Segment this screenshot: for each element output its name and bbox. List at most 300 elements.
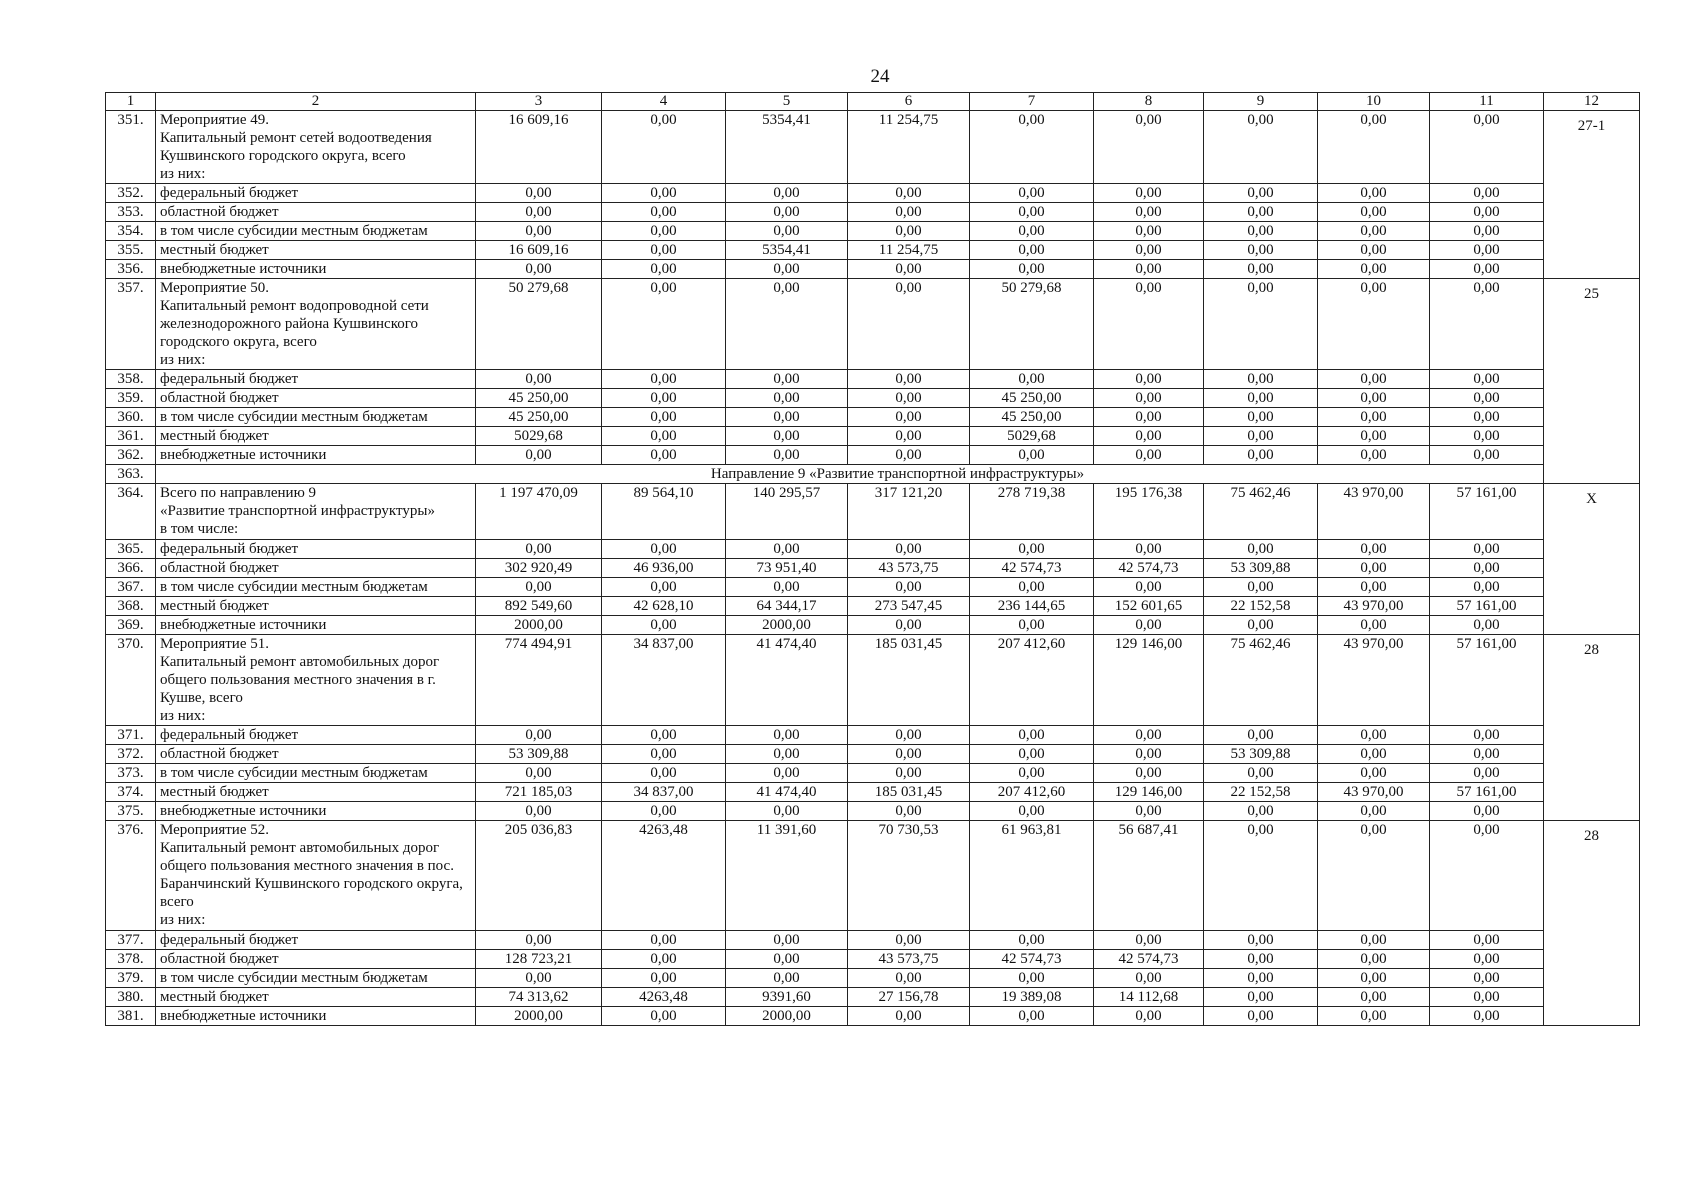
value-cell: 0,00 bbox=[970, 222, 1094, 241]
value-cell: 892 549,60 bbox=[476, 597, 602, 616]
value-cell: 302 920,49 bbox=[476, 559, 602, 578]
value-cell: 0,00 bbox=[1430, 427, 1544, 446]
column-header: 12 bbox=[1544, 93, 1640, 111]
value-cell: 9391,60 bbox=[726, 988, 848, 1007]
column-header: 1 bbox=[106, 93, 156, 111]
value-cell: 0,00 bbox=[602, 950, 726, 969]
value-cell: 0,00 bbox=[1094, 279, 1204, 370]
budget-source-name: в том числе субсидии местным бюджетам bbox=[156, 969, 476, 988]
value-cell: 273 547,45 bbox=[848, 597, 970, 616]
value-cell: 0,00 bbox=[476, 260, 602, 279]
value-cell: 0,00 bbox=[848, 616, 970, 635]
budget-table bbox=[105, 92, 1640, 1026]
value-cell: 43 573,75 bbox=[848, 559, 970, 578]
value-cell: 0,00 bbox=[476, 969, 602, 988]
value-cell: 0,00 bbox=[1318, 446, 1430, 465]
value-cell: 45 250,00 bbox=[970, 408, 1094, 427]
value-cell: 0,00 bbox=[970, 111, 1094, 184]
table-row bbox=[106, 1007, 1640, 1026]
value-cell: 0,00 bbox=[602, 616, 726, 635]
value-cell: 0,00 bbox=[1204, 446, 1318, 465]
value-cell: 0,00 bbox=[726, 446, 848, 465]
value-cell: 2000,00 bbox=[726, 1007, 848, 1026]
value-cell: 0,00 bbox=[602, 260, 726, 279]
row-number: 362. bbox=[106, 446, 156, 465]
row-number: 358. bbox=[106, 370, 156, 389]
value-cell: 0,00 bbox=[1430, 241, 1544, 260]
value-cell: 0,00 bbox=[848, 370, 970, 389]
value-cell: 0,00 bbox=[848, 260, 970, 279]
value-cell: 129 146,00 bbox=[1094, 783, 1204, 802]
budget-source-name: местный бюджет bbox=[156, 597, 476, 616]
value-cell: 0,00 bbox=[1430, 389, 1544, 408]
row-number: 363. bbox=[106, 465, 156, 484]
value-cell: 2000,00 bbox=[476, 616, 602, 635]
value-cell: 0,00 bbox=[726, 764, 848, 783]
table-row bbox=[106, 446, 1640, 465]
value-cell: 0,00 bbox=[1430, 616, 1544, 635]
value-cell: 0,00 bbox=[848, 203, 970, 222]
direction-title: Направление 9 «Развитие транспортной инфраструктуры» bbox=[156, 465, 1640, 484]
value-cell: 0,00 bbox=[848, 427, 970, 446]
target-code: 25 bbox=[1544, 279, 1640, 484]
value-cell: 236 144,65 bbox=[970, 597, 1094, 616]
table-row bbox=[106, 597, 1640, 616]
value-cell: 0,00 bbox=[726, 745, 848, 764]
value-cell: 22 152,58 bbox=[1204, 597, 1318, 616]
target-code: X bbox=[1544, 484, 1640, 635]
value-cell: 42 574,73 bbox=[1094, 950, 1204, 969]
value-cell: 0,00 bbox=[1204, 540, 1318, 559]
value-cell: 0,00 bbox=[1204, 260, 1318, 279]
value-cell: 0,00 bbox=[1430, 726, 1544, 745]
row-number: 366. bbox=[106, 559, 156, 578]
value-cell: 0,00 bbox=[1318, 260, 1430, 279]
page-number: 24 bbox=[870, 66, 890, 87]
value-cell: 0,00 bbox=[602, 279, 726, 370]
measure-row bbox=[106, 635, 1640, 726]
value-cell: 0,00 bbox=[726, 578, 848, 597]
table-row bbox=[106, 764, 1640, 783]
value-cell: 774 494,91 bbox=[476, 635, 602, 726]
value-cell: 0,00 bbox=[1204, 241, 1318, 260]
table-row bbox=[106, 578, 1640, 597]
value-cell: 0,00 bbox=[848, 540, 970, 559]
value-cell: 0,00 bbox=[848, 745, 970, 764]
budget-source-name: местный бюджет bbox=[156, 427, 476, 446]
value-cell: 0,00 bbox=[1204, 1007, 1318, 1026]
value-cell: 152 601,65 bbox=[1094, 597, 1204, 616]
value-cell: 0,00 bbox=[1430, 931, 1544, 950]
budget-source-name: внебюджетные источники bbox=[156, 260, 476, 279]
column-number-row bbox=[106, 93, 1640, 111]
value-cell: 0,00 bbox=[1430, 821, 1544, 931]
budget-source-name: внебюджетные источники bbox=[156, 1007, 476, 1026]
value-cell: 0,00 bbox=[1430, 203, 1544, 222]
value-cell: 0,00 bbox=[1430, 370, 1544, 389]
value-cell: 0,00 bbox=[1318, 203, 1430, 222]
row-number: 352. bbox=[106, 184, 156, 203]
row-number: 376. bbox=[106, 821, 156, 931]
value-cell: 0,00 bbox=[970, 241, 1094, 260]
measure-name: Мероприятие 50. Капитальный ремонт водопроводной сети железнодорожного района Кушвинского городского округа, всего из них: bbox=[156, 279, 476, 370]
measure-row bbox=[106, 279, 1640, 370]
budget-source-name: федеральный бюджет bbox=[156, 726, 476, 745]
row-number: 351. bbox=[106, 111, 156, 184]
table-row bbox=[106, 408, 1640, 427]
value-cell: 0,00 bbox=[970, 616, 1094, 635]
value-cell: 129 146,00 bbox=[1094, 635, 1204, 726]
value-cell: 0,00 bbox=[848, 726, 970, 745]
value-cell: 207 412,60 bbox=[970, 783, 1094, 802]
value-cell: 207 412,60 bbox=[970, 635, 1094, 726]
value-cell: 0,00 bbox=[1318, 578, 1430, 597]
column-header: 6 bbox=[848, 93, 970, 111]
value-cell: 0,00 bbox=[1204, 764, 1318, 783]
value-cell: 0,00 bbox=[970, 446, 1094, 465]
value-cell: 0,00 bbox=[1094, 184, 1204, 203]
value-cell: 0,00 bbox=[1318, 726, 1430, 745]
value-cell: 0,00 bbox=[1094, 969, 1204, 988]
value-cell: 5354,41 bbox=[726, 111, 848, 184]
value-cell: 0,00 bbox=[602, 969, 726, 988]
value-cell: 0,00 bbox=[1094, 203, 1204, 222]
value-cell: 0,00 bbox=[1318, 540, 1430, 559]
value-cell: 0,00 bbox=[970, 203, 1094, 222]
value-cell: 0,00 bbox=[602, 931, 726, 950]
value-cell: 0,00 bbox=[726, 950, 848, 969]
column-header: 9 bbox=[1204, 93, 1318, 111]
row-number: 377. bbox=[106, 931, 156, 950]
value-cell: 0,00 bbox=[726, 726, 848, 745]
value-cell: 0,00 bbox=[602, 446, 726, 465]
value-cell: 0,00 bbox=[602, 203, 726, 222]
value-cell: 0,00 bbox=[970, 1007, 1094, 1026]
value-cell: 0,00 bbox=[848, 408, 970, 427]
value-cell: 0,00 bbox=[970, 745, 1094, 764]
value-cell: 0,00 bbox=[1204, 370, 1318, 389]
value-cell: 0,00 bbox=[1318, 969, 1430, 988]
value-cell: 0,00 bbox=[1094, 260, 1204, 279]
value-cell: 56 687,41 bbox=[1094, 821, 1204, 931]
value-cell: 0,00 bbox=[1204, 988, 1318, 1007]
measure-row bbox=[106, 821, 1640, 931]
value-cell: 0,00 bbox=[726, 389, 848, 408]
value-cell: 53 309,88 bbox=[476, 745, 602, 764]
value-cell: 0,00 bbox=[1430, 408, 1544, 427]
budget-source-name: областной бюджет bbox=[156, 203, 476, 222]
value-cell: 0,00 bbox=[1318, 802, 1430, 821]
budget-source-name: федеральный бюджет bbox=[156, 370, 476, 389]
column-header: 8 bbox=[1094, 93, 1204, 111]
value-cell: 0,00 bbox=[726, 222, 848, 241]
value-cell: 0,00 bbox=[1094, 222, 1204, 241]
value-cell: 0,00 bbox=[1094, 745, 1204, 764]
row-number: 381. bbox=[106, 1007, 156, 1026]
value-cell: 0,00 bbox=[1318, 184, 1430, 203]
row-number: 372. bbox=[106, 745, 156, 764]
value-cell: 0,00 bbox=[1204, 184, 1318, 203]
value-cell: 1 197 470,09 bbox=[476, 484, 602, 540]
table-row bbox=[106, 222, 1640, 241]
value-cell: 57 161,00 bbox=[1430, 783, 1544, 802]
value-cell: 0,00 bbox=[1430, 111, 1544, 184]
row-number: 379. bbox=[106, 969, 156, 988]
value-cell: 0,00 bbox=[602, 427, 726, 446]
table-row bbox=[106, 726, 1640, 745]
budget-source-name: внебюджетные источники bbox=[156, 616, 476, 635]
value-cell: 43 970,00 bbox=[1318, 484, 1430, 540]
value-cell: 0,00 bbox=[1094, 1007, 1204, 1026]
value-cell: 70 730,53 bbox=[848, 821, 970, 931]
value-cell: 317 121,20 bbox=[848, 484, 970, 540]
table-row bbox=[106, 802, 1640, 821]
table-row bbox=[106, 969, 1640, 988]
value-cell: 0,00 bbox=[1318, 408, 1430, 427]
value-cell: 0,00 bbox=[1204, 821, 1318, 931]
value-cell: 0,00 bbox=[1430, 279, 1544, 370]
value-cell: 0,00 bbox=[476, 222, 602, 241]
value-cell: 4263,48 bbox=[602, 988, 726, 1007]
value-cell: 0,00 bbox=[848, 222, 970, 241]
value-cell: 34 837,00 bbox=[602, 635, 726, 726]
budget-source-name: областной бюджет bbox=[156, 559, 476, 578]
value-cell: 0,00 bbox=[1094, 111, 1204, 184]
value-cell: 0,00 bbox=[1318, 988, 1430, 1007]
value-cell: 0,00 bbox=[476, 540, 602, 559]
row-number: 355. bbox=[106, 241, 156, 260]
value-cell: 46 936,00 bbox=[602, 559, 726, 578]
value-cell: 61 963,81 bbox=[970, 821, 1094, 931]
value-cell: 0,00 bbox=[1318, 241, 1430, 260]
value-cell: 75 462,46 bbox=[1204, 484, 1318, 540]
value-cell: 0,00 bbox=[726, 969, 848, 988]
value-cell: 0,00 bbox=[970, 260, 1094, 279]
row-number: 365. bbox=[106, 540, 156, 559]
budget-source-name: в том числе субсидии местным бюджетам bbox=[156, 408, 476, 427]
row-number: 367. bbox=[106, 578, 156, 597]
value-cell: 0,00 bbox=[1430, 446, 1544, 465]
value-cell: 0,00 bbox=[1318, 616, 1430, 635]
value-cell: 45 250,00 bbox=[476, 389, 602, 408]
column-header: 5 bbox=[726, 93, 848, 111]
value-cell: 0,00 bbox=[970, 370, 1094, 389]
value-cell: 0,00 bbox=[1094, 389, 1204, 408]
column-header: 11 bbox=[1430, 93, 1544, 111]
table-row bbox=[106, 370, 1640, 389]
value-cell: 0,00 bbox=[1318, 389, 1430, 408]
value-cell: 0,00 bbox=[602, 408, 726, 427]
column-header: 7 bbox=[970, 93, 1094, 111]
table-row bbox=[106, 540, 1640, 559]
column-header: 4 bbox=[602, 93, 726, 111]
row-number: 369. bbox=[106, 616, 156, 635]
value-cell: 0,00 bbox=[1204, 578, 1318, 597]
row-number: 370. bbox=[106, 635, 156, 726]
value-cell: 0,00 bbox=[726, 931, 848, 950]
table-row bbox=[106, 783, 1640, 802]
value-cell: 0,00 bbox=[1094, 616, 1204, 635]
budget-source-name: в том числе субсидии местным бюджетам bbox=[156, 764, 476, 783]
value-cell: 89 564,10 bbox=[602, 484, 726, 540]
value-cell: 0,00 bbox=[1094, 540, 1204, 559]
value-cell: 185 031,45 bbox=[848, 783, 970, 802]
value-cell: 5354,41 bbox=[726, 241, 848, 260]
value-cell: 0,00 bbox=[726, 370, 848, 389]
value-cell: 0,00 bbox=[848, 389, 970, 408]
value-cell: 0,00 bbox=[1094, 241, 1204, 260]
row-number: 368. bbox=[106, 597, 156, 616]
column-header: 3 bbox=[476, 93, 602, 111]
value-cell: 2000,00 bbox=[476, 1007, 602, 1026]
value-cell: 0,00 bbox=[1204, 111, 1318, 184]
budget-source-name: областной бюджет bbox=[156, 950, 476, 969]
value-cell: 0,00 bbox=[970, 802, 1094, 821]
table-row bbox=[106, 241, 1640, 260]
value-cell: 0,00 bbox=[970, 969, 1094, 988]
value-cell: 4263,48 bbox=[602, 821, 726, 931]
value-cell: 140 295,57 bbox=[726, 484, 848, 540]
row-number: 353. bbox=[106, 203, 156, 222]
row-number: 378. bbox=[106, 950, 156, 969]
value-cell: 73 951,40 bbox=[726, 559, 848, 578]
measure-name: Всего по направлению 9 «Развитие транспортной инфраструктуры» в том числе: bbox=[156, 484, 476, 540]
value-cell: 205 036,83 bbox=[476, 821, 602, 931]
target-code: 27-1 bbox=[1544, 111, 1640, 279]
value-cell: 0,00 bbox=[970, 184, 1094, 203]
value-cell: 0,00 bbox=[1204, 969, 1318, 988]
value-cell: 50 279,68 bbox=[970, 279, 1094, 370]
value-cell: 0,00 bbox=[1430, 764, 1544, 783]
row-number: 360. bbox=[106, 408, 156, 427]
value-cell: 53 309,88 bbox=[1204, 559, 1318, 578]
value-cell: 45 250,00 bbox=[476, 408, 602, 427]
value-cell: 0,00 bbox=[726, 802, 848, 821]
value-cell: 185 031,45 bbox=[848, 635, 970, 726]
value-cell: 41 474,40 bbox=[726, 783, 848, 802]
value-cell: 0,00 bbox=[1430, 1007, 1544, 1026]
measure-row bbox=[106, 484, 1640, 540]
value-cell: 0,00 bbox=[1094, 802, 1204, 821]
value-cell: 14 112,68 bbox=[1094, 988, 1204, 1007]
value-cell: 0,00 bbox=[1430, 578, 1544, 597]
row-number: 380. bbox=[106, 988, 156, 1007]
value-cell: 22 152,58 bbox=[1204, 783, 1318, 802]
value-cell: 43 970,00 bbox=[1318, 783, 1430, 802]
value-cell: 0,00 bbox=[1094, 427, 1204, 446]
budget-source-name: внебюджетные источники bbox=[156, 802, 476, 821]
measure-name: Мероприятие 51. Капитальный ремонт автомобильных дорог общего пользования местного значения в г. Кушве, всего из них: bbox=[156, 635, 476, 726]
value-cell: 0,00 bbox=[476, 578, 602, 597]
row-number: 371. bbox=[106, 726, 156, 745]
value-cell: 5029,68 bbox=[476, 427, 602, 446]
table-row bbox=[106, 931, 1640, 950]
value-cell: 0,00 bbox=[602, 745, 726, 764]
value-cell: 0,00 bbox=[726, 408, 848, 427]
value-cell: 74 313,62 bbox=[476, 988, 602, 1007]
value-cell: 0,00 bbox=[1430, 222, 1544, 241]
value-cell: 11 254,75 bbox=[848, 111, 970, 184]
value-cell: 0,00 bbox=[602, 184, 726, 203]
value-cell: 0,00 bbox=[970, 931, 1094, 950]
budget-source-name: местный бюджет bbox=[156, 988, 476, 1007]
budget-source-name: областной бюджет bbox=[156, 389, 476, 408]
table-row bbox=[106, 184, 1640, 203]
value-cell: 0,00 bbox=[1430, 802, 1544, 821]
value-cell: 42 574,73 bbox=[1094, 559, 1204, 578]
budget-source-name: федеральный бюджет bbox=[156, 931, 476, 950]
value-cell: 0,00 bbox=[1430, 969, 1544, 988]
value-cell: 0,00 bbox=[1430, 745, 1544, 764]
value-cell: 0,00 bbox=[476, 446, 602, 465]
target-code: 28 bbox=[1544, 821, 1640, 1026]
value-cell: 43 573,75 bbox=[848, 950, 970, 969]
measure-name: Мероприятие 52. Капитальный ремонт автомобильных дорог общего пользования местного значения в пос. Баранчинский Кушвинского городского округа, всего из них: bbox=[156, 821, 476, 931]
table-row bbox=[106, 559, 1640, 578]
value-cell: 5029,68 bbox=[970, 427, 1094, 446]
value-cell: 0,00 bbox=[602, 389, 726, 408]
table-row bbox=[106, 427, 1640, 446]
value-cell: 0,00 bbox=[602, 111, 726, 184]
value-cell: 0,00 bbox=[476, 203, 602, 222]
value-cell: 0,00 bbox=[476, 802, 602, 821]
value-cell: 0,00 bbox=[1318, 427, 1430, 446]
table-body bbox=[106, 111, 1640, 1026]
value-cell: 64 344,17 bbox=[726, 597, 848, 616]
value-cell: 0,00 bbox=[602, 241, 726, 260]
value-cell: 0,00 bbox=[1204, 279, 1318, 370]
value-cell: 0,00 bbox=[1204, 389, 1318, 408]
value-cell: 0,00 bbox=[1318, 821, 1430, 931]
value-cell: 0,00 bbox=[1204, 222, 1318, 241]
value-cell: 0,00 bbox=[848, 802, 970, 821]
direction-row bbox=[106, 465, 1640, 484]
target-code: 28 bbox=[1544, 635, 1640, 821]
value-cell: 0,00 bbox=[602, 370, 726, 389]
value-cell: 45 250,00 bbox=[970, 389, 1094, 408]
value-cell: 0,00 bbox=[726, 427, 848, 446]
value-cell: 0,00 bbox=[1318, 222, 1430, 241]
row-number: 364. bbox=[106, 484, 156, 540]
table-row bbox=[106, 745, 1640, 764]
budget-source-name: федеральный бюджет bbox=[156, 540, 476, 559]
value-cell: 0,00 bbox=[726, 184, 848, 203]
value-cell: 0,00 bbox=[970, 764, 1094, 783]
value-cell: 16 609,16 bbox=[476, 241, 602, 260]
value-cell: 42 574,73 bbox=[970, 559, 1094, 578]
value-cell: 57 161,00 bbox=[1430, 597, 1544, 616]
value-cell: 0,00 bbox=[1204, 802, 1318, 821]
value-cell: 0,00 bbox=[1204, 616, 1318, 635]
value-cell: 278 719,38 bbox=[970, 484, 1094, 540]
value-cell: 0,00 bbox=[602, 1007, 726, 1026]
value-cell: 0,00 bbox=[1430, 540, 1544, 559]
value-cell: 0,00 bbox=[1204, 203, 1318, 222]
budget-source-name: областной бюджет bbox=[156, 745, 476, 764]
value-cell: 0,00 bbox=[1318, 1007, 1430, 1026]
column-header: 10 bbox=[1318, 93, 1430, 111]
value-cell: 0,00 bbox=[970, 578, 1094, 597]
value-cell: 19 389,08 bbox=[970, 988, 1094, 1007]
budget-source-name: в том числе субсидии местным бюджетам bbox=[156, 578, 476, 597]
value-cell: 0,00 bbox=[1430, 988, 1544, 1007]
table-row bbox=[106, 260, 1640, 279]
row-number: 373. bbox=[106, 764, 156, 783]
value-cell: 0,00 bbox=[726, 203, 848, 222]
value-cell: 0,00 bbox=[1318, 931, 1430, 950]
value-cell: 0,00 bbox=[1094, 931, 1204, 950]
value-cell: 0,00 bbox=[1318, 950, 1430, 969]
